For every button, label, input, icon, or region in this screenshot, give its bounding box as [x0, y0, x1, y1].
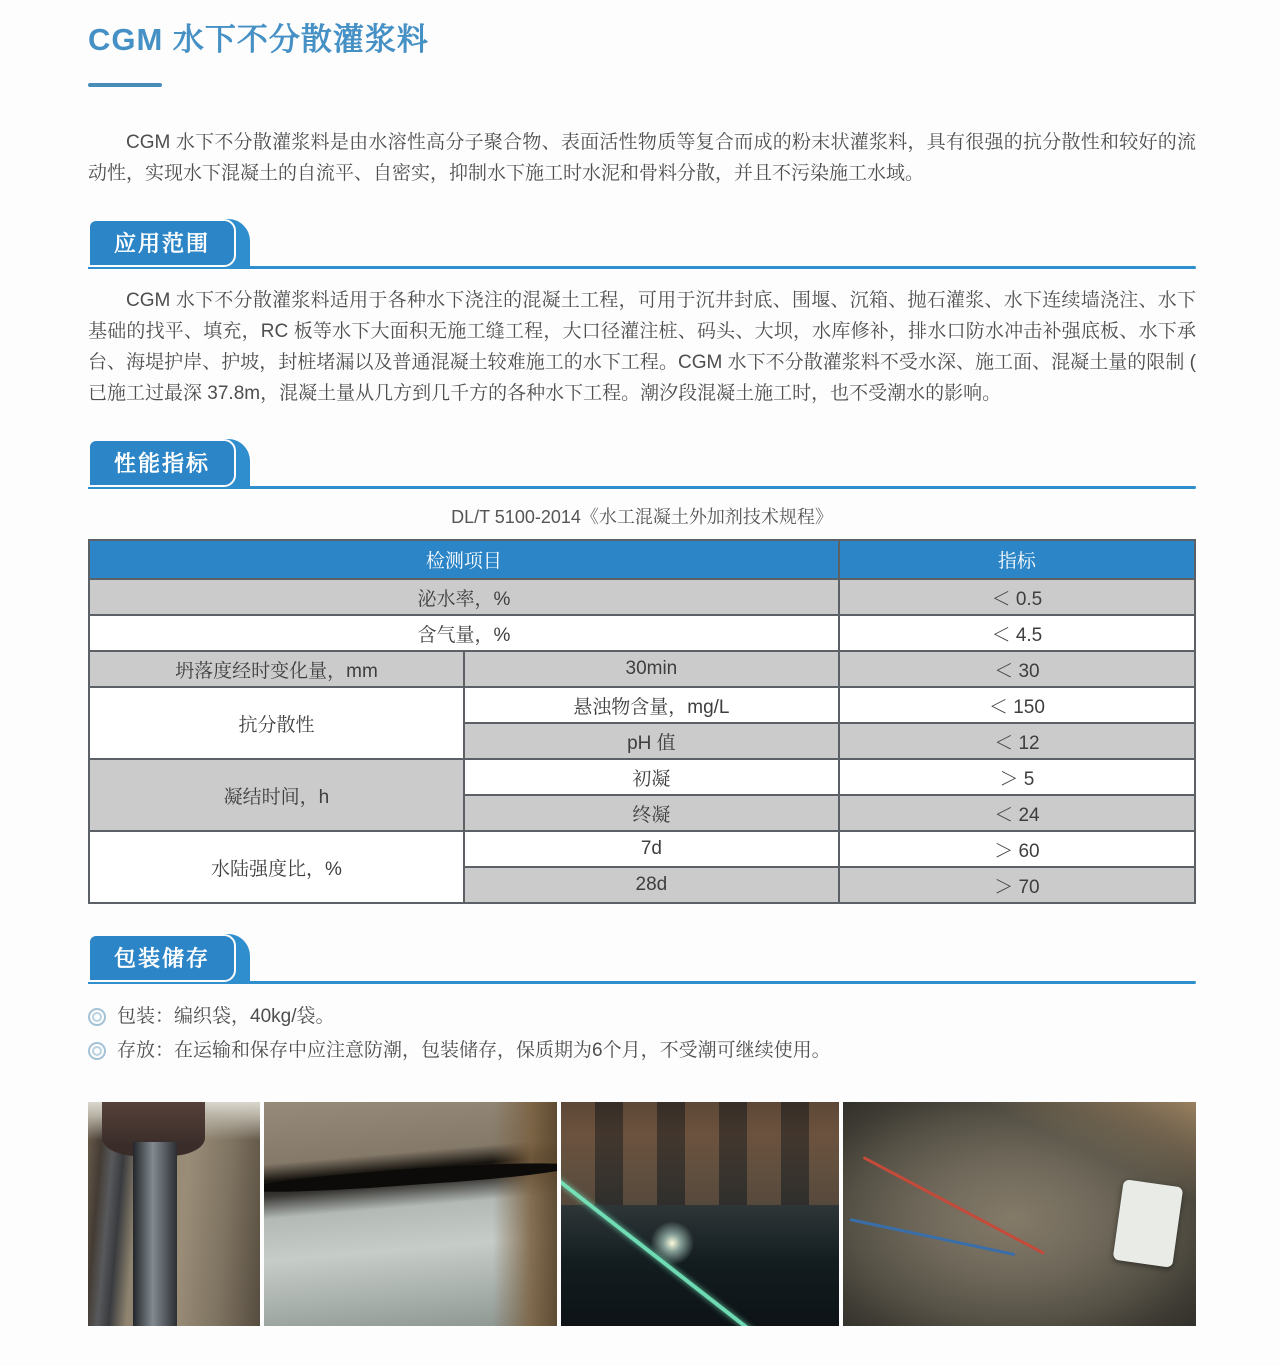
- sub-item-cell: 7d: [464, 831, 839, 867]
- section-badge-performance: [88, 439, 250, 489]
- ring-bullet-icon: [88, 1042, 106, 1060]
- section-badge-application: [88, 219, 250, 269]
- laser-line-shape: [561, 1115, 828, 1326]
- list-item: [88, 1034, 1196, 1068]
- table-row: [89, 831, 1195, 867]
- test-item-cell: 抗分散性: [89, 687, 464, 759]
- index-value-cell: ＜ 150: [839, 687, 1195, 723]
- photo-cofferdam-mud: [843, 1102, 1196, 1326]
- index-value-cell: ＞ 5: [839, 759, 1195, 795]
- table-row: [89, 615, 1195, 651]
- index-value-cell: ＜ 12: [839, 723, 1195, 759]
- bullet-text: 包装：编织袋，40kg/袋。: [117, 1006, 335, 1027]
- standard-caption: DL/T 5100-2014《水工混凝土外加剂技术规程》: [451, 507, 833, 527]
- column-header-index: 指标: [839, 540, 1195, 579]
- photo-pile-jacket-closeup: [264, 1102, 557, 1326]
- site-photo-strip: [88, 1102, 1196, 1326]
- packaging-bullet-list: [88, 1000, 1196, 1068]
- section-badge-label: 应用范围: [88, 219, 236, 267]
- photo-bridge-pier: [88, 1102, 260, 1326]
- pier-column-shape: [133, 1142, 178, 1326]
- section-badge-label: 性能指标: [88, 439, 236, 487]
- sub-item-cell: 30min: [464, 651, 839, 687]
- table-row: [89, 759, 1195, 795]
- page-title: CGM 水下不分散灌浆料: [88, 22, 429, 57]
- table-header-row: [89, 540, 1195, 579]
- test-item-cell: 含气量，%: [89, 615, 839, 651]
- index-value-cell: ＜ 30: [839, 651, 1195, 687]
- sub-item-cell: 初凝: [464, 759, 839, 795]
- photo-night-piers-laser: [561, 1102, 839, 1326]
- section-header-application: [88, 223, 1196, 269]
- test-item-cell: 泌水率，%: [89, 579, 839, 615]
- section-rule: [88, 486, 1196, 489]
- equipment-box-shape: [1113, 1179, 1184, 1267]
- intro-paragraph: CGM 水下不分散灌浆料是由水溶性高分子聚合物、表面活性物质等复合而成的粉末状灌浆料，具有很强的抗分散性和较好的流动性，实现水下混凝土的自流平、自密实，抑制水下施工时水泥和骨料分散，并且不污染施工水域。: [88, 132, 1196, 184]
- sub-item-cell: 悬浊物含量，mg/L: [464, 687, 839, 723]
- bullet-text: 存放：在运输和保存中应注意防潮，包装储存，保质期为6个月，不受潮可继续使用。: [117, 1040, 831, 1061]
- ring-bullet-icon: [88, 1008, 106, 1026]
- section-badge-label: 包装储存: [88, 934, 236, 982]
- list-item: [88, 1000, 1196, 1034]
- title-underline: [88, 83, 162, 87]
- section-badge-packaging: [88, 934, 250, 984]
- sub-item-cell: pH 值: [464, 723, 839, 759]
- column-header-item: 检测项目: [89, 540, 839, 579]
- section-rule: [88, 266, 1196, 269]
- index-value-cell: ＜ 4.5: [839, 615, 1195, 651]
- performance-table: [88, 539, 1196, 904]
- sub-item-cell: 终凝: [464, 795, 839, 831]
- crack-band-shape: [264, 1158, 557, 1196]
- index-value-cell: ＞ 60: [839, 831, 1195, 867]
- sub-item-cell: 28d: [464, 867, 839, 903]
- test-item-cell: 水陆强度比，%: [89, 831, 464, 903]
- section-header-performance: [88, 443, 1196, 489]
- test-item-cell: 凝结时间，h: [89, 759, 464, 831]
- index-value-cell: ＞ 70: [839, 867, 1195, 903]
- section-rule: [88, 981, 1196, 984]
- table-row: [89, 687, 1195, 723]
- index-value-cell: ＜ 24: [839, 795, 1195, 831]
- test-item-cell: 坍落度经时变化量，mm: [89, 651, 464, 687]
- section-header-packaging: [88, 938, 1196, 984]
- application-paragraph: CGM 水下不分散灌浆料适用于各种水下浇注的混凝土工程，可用于沉井封底、围堰、沉箱、抛石灌浆、水下连续墙浇注、水下基础的找平、填充，RC 板等水下大面积无施工缝工程，大口径灌注桩、码头、大坝，水库修补，排水口防水冲击补强底板、水下承台、海堤护岸、护坡，封桩堵漏以及普通混凝土较难施工的水下工程。CGM 水下不分散灌浆料不受水深、施工面、混凝土量的限制 ( 已施工过最深 37.8m，混凝土量从几方到几千方的各种水下工程。潮汐段混凝土施工时，也不受潮水的影响。: [88, 290, 1196, 404]
- table-row: [89, 579, 1195, 615]
- index-value-cell: ＜ 0.5: [839, 579, 1195, 615]
- table-row: [89, 651, 1195, 687]
